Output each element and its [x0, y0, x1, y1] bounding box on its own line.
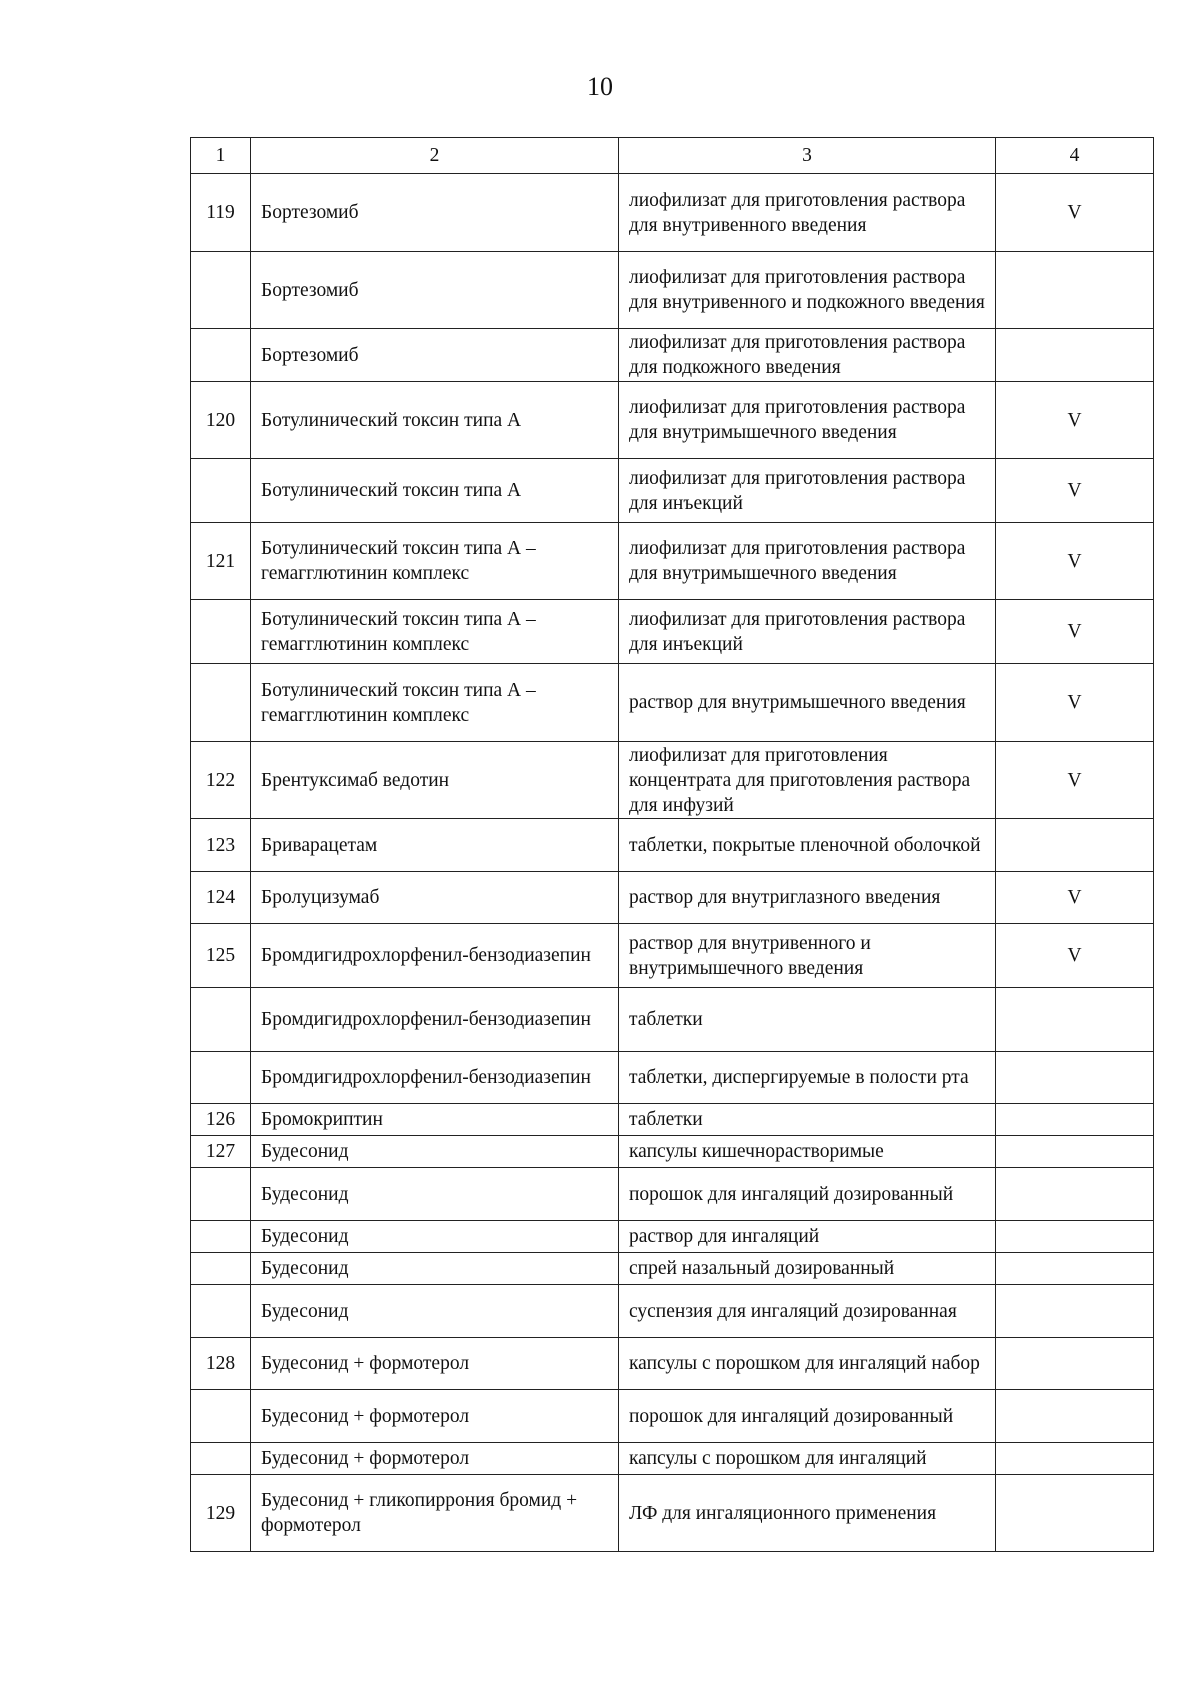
- drug-name: Будесонид + формотерол: [251, 1338, 619, 1390]
- column-header-4: 4: [996, 138, 1154, 174]
- row-number: 122: [191, 742, 251, 819]
- row-number: [191, 1168, 251, 1221]
- table-row: [191, 1390, 1154, 1443]
- table-row: [191, 1338, 1154, 1390]
- drug-name: Будесонид + формотерол: [251, 1443, 619, 1475]
- vital-mark: [996, 1104, 1154, 1136]
- row-number: [191, 329, 251, 382]
- vital-mark: V: [996, 459, 1154, 523]
- drug-name: Брентуксимаб ведотин: [251, 742, 619, 819]
- drug-name: Бромдигидрохлорфенил-бензодиазепин: [251, 924, 619, 988]
- dosage-form: спрей назальный дозированный: [619, 1253, 996, 1285]
- dosage-form: порошок для ингаляций дозированный: [619, 1168, 996, 1221]
- row-number: [191, 1390, 251, 1443]
- row-number: 120: [191, 382, 251, 459]
- drug-name: Бромдигидрохлорфенил-бензодиазепин: [251, 988, 619, 1052]
- table-row: [191, 1253, 1154, 1285]
- vital-mark: [996, 1253, 1154, 1285]
- table-row: [191, 988, 1154, 1052]
- table-row: [191, 924, 1154, 988]
- vital-mark: V: [996, 523, 1154, 600]
- vital-mark: [996, 1475, 1154, 1552]
- row-number: [191, 988, 251, 1052]
- vital-mark: [996, 1221, 1154, 1253]
- dosage-form: таблетки, покрытые пленочной оболочкой: [619, 819, 996, 872]
- row-number: 123: [191, 819, 251, 872]
- table-row: [191, 382, 1154, 459]
- table-row: [191, 600, 1154, 664]
- table-row: [191, 1104, 1154, 1136]
- page-number: 10: [587, 72, 613, 101]
- dosage-form: капсулы с порошком для ингаляций: [619, 1443, 996, 1475]
- drug-name: Будесонид: [251, 1168, 619, 1221]
- drug-name: Бортезомиб: [251, 174, 619, 252]
- vital-mark: V: [996, 742, 1154, 819]
- drug-name: Будесонид + гликопиррония бромид + формотерол: [251, 1475, 619, 1552]
- table-row: [191, 329, 1154, 382]
- table-row: [191, 174, 1154, 252]
- row-number: [191, 1221, 251, 1253]
- vital-mark: [996, 329, 1154, 382]
- dosage-form: лиофилизат для приготовления раствора для инъекций: [619, 600, 996, 664]
- table-row: [191, 819, 1154, 872]
- drug-name: Бромдигидрохлорфенил-бензодиазепин: [251, 1052, 619, 1104]
- vital-mark: [996, 252, 1154, 329]
- drug-name: Бортезомиб: [251, 252, 619, 329]
- dosage-form: лиофилизат для приготовления раствора для подкожного введения: [619, 329, 996, 382]
- table-row: [191, 872, 1154, 924]
- dosage-form: раствор для внутриглазного введения: [619, 872, 996, 924]
- table-row: [191, 1136, 1154, 1168]
- drug-name: Ботулинический токсин типа А – гемагглютинин комплекс: [251, 600, 619, 664]
- vital-mark: [996, 1168, 1154, 1221]
- row-number: [191, 1285, 251, 1338]
- dosage-form: таблетки: [619, 988, 996, 1052]
- dosage-form: лиофилизат для приготовления раствора для внутривенного и подкожного введения: [619, 252, 996, 329]
- row-number: 126: [191, 1104, 251, 1136]
- vital-mark: [996, 1052, 1154, 1104]
- column-header-2: 2: [251, 138, 619, 174]
- column-header-1: 1: [191, 138, 251, 174]
- dosage-form: суспензия для ингаляций дозированная: [619, 1285, 996, 1338]
- row-number: [191, 1052, 251, 1104]
- row-number: 121: [191, 523, 251, 600]
- dosage-form: лиофилизат для приготовления раствора для внутримышечного введения: [619, 382, 996, 459]
- table-row: [191, 1475, 1154, 1552]
- table-row: [191, 1443, 1154, 1475]
- row-number: 124: [191, 872, 251, 924]
- vital-mark: V: [996, 872, 1154, 924]
- row-number: 125: [191, 924, 251, 988]
- drug-name: Бролуцизумаб: [251, 872, 619, 924]
- dosage-form: раствор для внутримышечного введения: [619, 664, 996, 742]
- row-number: [191, 664, 251, 742]
- dosage-form: ЛФ для ингаляционного применения: [619, 1475, 996, 1552]
- vital-mark: V: [996, 664, 1154, 742]
- vital-mark: [996, 1443, 1154, 1475]
- drug-table: [190, 137, 1154, 1552]
- dosage-form: лиофилизат для приготовления раствора для инъекций: [619, 459, 996, 523]
- table-row: [191, 664, 1154, 742]
- dosage-form: лиофилизат для приготовления раствора для внутривенного введения: [619, 174, 996, 252]
- table-row: [191, 1285, 1154, 1338]
- drug-name: Бортезомиб: [251, 329, 619, 382]
- drug-name: Ботулинический токсин типа А – гемагглютинин комплекс: [251, 523, 619, 600]
- drug-name: Ботулинический токсин типа А: [251, 459, 619, 523]
- row-number: 127: [191, 1136, 251, 1168]
- drug-name: Будесонид: [251, 1136, 619, 1168]
- dosage-form: порошок для ингаляций дозированный: [619, 1390, 996, 1443]
- table-row: [191, 1221, 1154, 1253]
- vital-mark: V: [996, 382, 1154, 459]
- column-header-3: 3: [619, 138, 996, 174]
- drug-name: Будесонид: [251, 1221, 619, 1253]
- dosage-form: таблетки: [619, 1104, 996, 1136]
- table-row: [191, 742, 1154, 819]
- table-row: [191, 252, 1154, 329]
- row-number: [191, 600, 251, 664]
- drug-name: Будесонид: [251, 1285, 619, 1338]
- vital-mark: [996, 819, 1154, 872]
- vital-mark: [996, 988, 1154, 1052]
- row-number: [191, 1443, 251, 1475]
- drug-name: Ботулинический токсин типа А: [251, 382, 619, 459]
- dosage-form: капсулы с порошком для ингаляций набор: [619, 1338, 996, 1390]
- table-row: [191, 1168, 1154, 1221]
- dosage-form: раствор для ингаляций: [619, 1221, 996, 1253]
- dosage-form: раствор для внутривенного и внутримышечного введения: [619, 924, 996, 988]
- vital-mark: [996, 1338, 1154, 1390]
- vital-mark: [996, 1136, 1154, 1168]
- vital-mark: V: [996, 600, 1154, 664]
- row-number: 119: [191, 174, 251, 252]
- dosage-form: таблетки, диспергируемые в полости рта: [619, 1052, 996, 1104]
- drug-name: Бриварацетам: [251, 819, 619, 872]
- drug-name: Будесонид + формотерол: [251, 1390, 619, 1443]
- table-row: [191, 523, 1154, 600]
- row-number: 128: [191, 1338, 251, 1390]
- drug-name: Будесонид: [251, 1253, 619, 1285]
- table-body: [191, 138, 1154, 1552]
- drug-name: Ботулинический токсин типа А – гемагглютинин комплекс: [251, 664, 619, 742]
- row-number: 129: [191, 1475, 251, 1552]
- row-number: [191, 1253, 251, 1285]
- table-row: [191, 459, 1154, 523]
- table-header-row: [191, 138, 1154, 174]
- vital-mark: [996, 1285, 1154, 1338]
- vital-mark: [996, 1390, 1154, 1443]
- vital-mark: V: [996, 924, 1154, 988]
- row-number: [191, 252, 251, 329]
- dosage-form: лиофилизат для приготовления концентрата для приготовления раствора для инфузий: [619, 742, 996, 819]
- table-row: [191, 1052, 1154, 1104]
- drug-name: Бромокриптин: [251, 1104, 619, 1136]
- row-number: [191, 459, 251, 523]
- vital-mark: V: [996, 174, 1154, 252]
- dosage-form: лиофилизат для приготовления раствора для внутримышечного введения: [619, 523, 996, 600]
- dosage-form: капсулы кишечнорастворимые: [619, 1136, 996, 1168]
